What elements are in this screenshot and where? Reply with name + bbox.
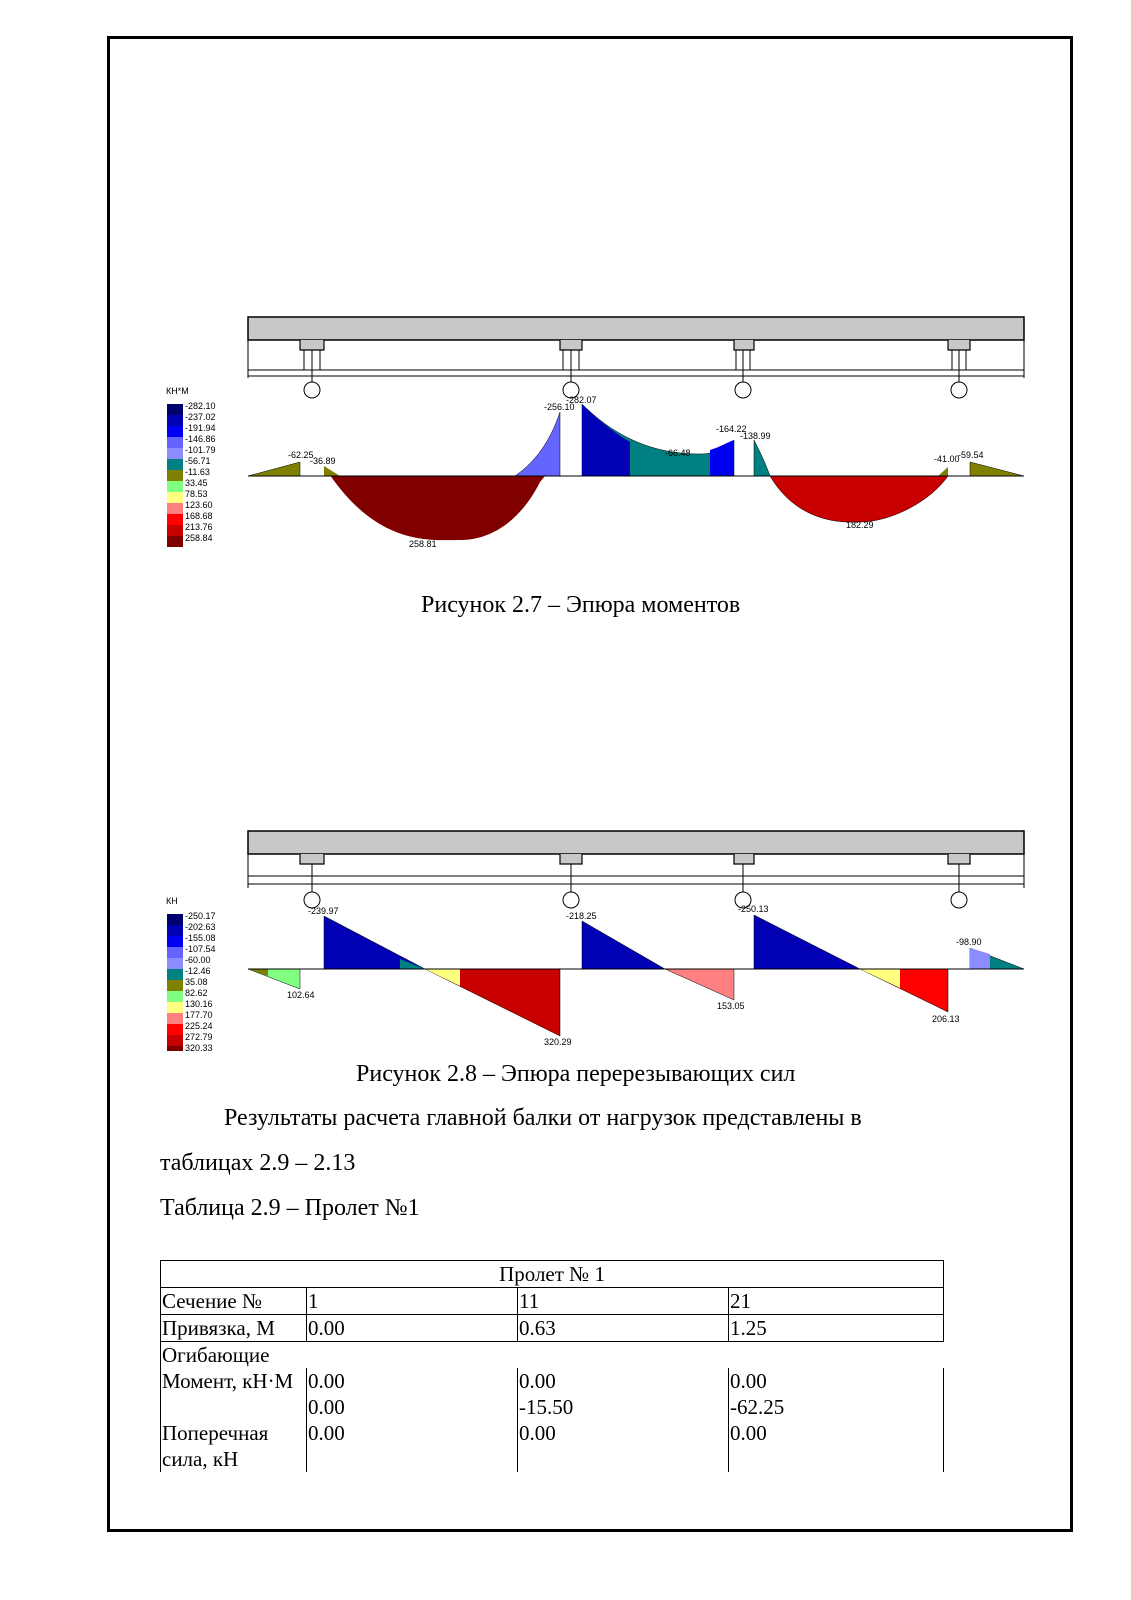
table-row — [161, 1446, 944, 1472]
legend-swatch — [167, 404, 183, 415]
legend-value: -202.63 — [185, 922, 216, 932]
table-cell: 1 — [307, 1288, 518, 1315]
legend-swatch — [167, 503, 183, 514]
table-row — [161, 1420, 944, 1446]
shear-label: -239.97 — [308, 906, 339, 916]
legend-swatch — [167, 1035, 183, 1046]
table-cell: 0.00 — [518, 1420, 729, 1446]
beam-scheme — [248, 831, 1024, 908]
shear-label-2: сила, кН — [161, 1446, 307, 1472]
legend-swatch — [167, 925, 183, 936]
legend-swatch — [167, 514, 183, 525]
moment-span1-positive — [324, 466, 545, 540]
legend-value: 35.08 — [185, 977, 208, 987]
shear-cantilever-left — [248, 969, 300, 989]
legend-value: -282.10 — [185, 401, 216, 411]
shear-label: -250.13 — [738, 904, 769, 914]
results-paragraph-line2: таблицах 2.9 – 2.13 — [160, 1150, 356, 1176]
legend-value: -101.79 — [185, 445, 216, 455]
shear-diagram-figure — [160, 826, 1040, 1051]
shear-label: 102.64 — [287, 990, 315, 1000]
legend-swatch — [167, 426, 183, 437]
legend-value: 168.68 — [185, 511, 213, 521]
legend-swatch — [167, 1013, 183, 1024]
legend-value: -237.02 — [185, 412, 216, 422]
legend-value: 320.33 — [185, 1043, 213, 1051]
legend-swatch — [167, 492, 183, 503]
shear-figure-caption: Рисунок 2.8 – Эпюра перерезывающих сил — [356, 1061, 796, 1087]
moment-label: -282.07 — [566, 395, 597, 405]
table-cell: 0.63 — [518, 1315, 729, 1342]
moment-span3-positive — [770, 476, 948, 522]
legend-swatch — [167, 1046, 183, 1051]
legend-swatch — [167, 980, 183, 991]
moment-figure-caption: Рисунок 2.7 – Эпюра моментов — [421, 592, 741, 618]
legend-swatch — [167, 1024, 183, 1035]
span-table — [160, 1260, 944, 1472]
moment-legend-unit: КН*М — [166, 386, 189, 396]
legend-value: 78.53 — [185, 489, 208, 499]
shear-label: 206.13 — [932, 1014, 960, 1024]
table-cell: 0.00 — [518, 1368, 729, 1394]
shear-span2-negative — [582, 921, 665, 969]
table-title: Таблица 2.9 – Пролет №1 — [160, 1195, 420, 1221]
moment-label: -66.48 — [665, 448, 691, 458]
moment-label: -138.99 — [740, 431, 771, 441]
legend-swatch — [167, 481, 183, 492]
legend-swatch — [167, 936, 183, 947]
legend-value: 82.62 — [185, 988, 208, 998]
legend-value: -107.54 — [185, 944, 216, 954]
shear-diagram — [160, 826, 1040, 1051]
legend-value: 123.60 — [185, 500, 213, 510]
legend-swatch — [167, 448, 183, 459]
shear-span1-positive — [425, 969, 560, 1036]
moment-label: 182.29 — [846, 520, 874, 530]
legend-swatch — [167, 459, 183, 470]
shear-label: 153.05 — [717, 1001, 745, 1011]
moment-label: Момент, кН·М — [161, 1368, 307, 1394]
shear-label-1: Поперечная — [161, 1420, 307, 1446]
moment-label: -36.89 — [310, 456, 336, 466]
shear-label: -218.25 — [566, 911, 597, 921]
legend-swatch — [167, 470, 183, 481]
legend-value: -60.00 — [185, 955, 211, 965]
moment-diagram-figure — [160, 312, 1040, 552]
moment-label: -41.00 — [934, 454, 960, 464]
moment-diagram — [160, 312, 1040, 552]
legend-swatch — [167, 536, 183, 547]
table-row — [161, 1394, 944, 1420]
beam-scheme — [248, 317, 1024, 398]
moment-cantilever-left — [248, 462, 300, 476]
moment-cantilever-right — [970, 462, 1024, 476]
table-cell: -62.25 — [729, 1394, 944, 1420]
legend-value: 213.76 — [185, 522, 213, 532]
table-row — [161, 1288, 944, 1315]
moment-label: -62.25 — [288, 450, 314, 460]
table-cell: 0.00 — [307, 1315, 518, 1342]
legend-value: 272.79 — [185, 1032, 213, 1042]
envelopes-label: Огибающие — [161, 1342, 944, 1369]
results-paragraph-line1: Результаты расчета главной балки от нагрузок представлены в — [224, 1105, 862, 1131]
table-row — [161, 1368, 944, 1394]
legend-swatch — [167, 437, 183, 448]
shear-label: -98.90 — [956, 937, 982, 947]
section-label: Сечение № — [161, 1288, 307, 1315]
legend-swatch — [167, 415, 183, 426]
legend-value: 225.24 — [185, 1021, 213, 1031]
table-cell: 1.25 — [729, 1315, 944, 1342]
legend-swatch — [167, 525, 183, 536]
moment-label: -164.22 — [716, 424, 747, 434]
table-row — [161, 1315, 944, 1342]
legend-swatch — [167, 958, 183, 969]
legend-value: 177.70 — [185, 1010, 213, 1020]
table-cell: 21 — [729, 1288, 944, 1315]
moment-label: -256.10 — [544, 402, 575, 412]
table-cell: 0.00 — [307, 1394, 518, 1420]
table-row — [161, 1342, 944, 1369]
legend-swatch — [167, 947, 183, 958]
table-header: Пролет № 1 — [161, 1261, 944, 1288]
legend-value: 130.16 — [185, 999, 213, 1009]
moment-label: 258.81 — [409, 539, 437, 549]
shear-span3-positive — [860, 969, 948, 1012]
legend-value: 33.45 — [185, 478, 208, 488]
legend-swatch — [167, 1002, 183, 1013]
table-cell: 0.00 — [307, 1368, 518, 1394]
shear-span1-negative — [324, 916, 425, 969]
legend-value: -11.63 — [185, 467, 210, 477]
legend-swatch — [167, 991, 183, 1002]
shear-legend-unit: КН — [166, 896, 178, 906]
table-cell: 0.00 — [307, 1420, 518, 1446]
legend-swatch — [167, 969, 183, 980]
table-cell: 11 — [518, 1288, 729, 1315]
shear-label: 320.29 — [544, 1037, 572, 1047]
moment-legend — [166, 386, 216, 547]
binding-label: Привязка, М — [161, 1315, 307, 1342]
legend-value: -250.17 — [185, 911, 216, 921]
shear-plot — [248, 915, 1024, 1036]
legend-value: -56.71 — [185, 456, 211, 466]
legend-value: -191.94 — [185, 423, 216, 433]
table-cell: 0.00 — [729, 1420, 944, 1446]
table-cell: 0.00 — [729, 1368, 944, 1394]
legend-swatch — [167, 914, 183, 925]
table-header-row — [161, 1261, 944, 1288]
moment-plot — [248, 404, 1024, 547]
legend-value: -12.46 — [185, 966, 211, 976]
legend-value: -155.08 — [185, 933, 216, 943]
moment-label: -59.54 — [958, 450, 984, 460]
shear-span3-negative — [754, 915, 860, 969]
shear-legend — [166, 896, 216, 1051]
legend-value: -146.86 — [185, 434, 216, 444]
table-cell: -15.50 — [518, 1394, 729, 1420]
legend-value: 258.84 — [185, 533, 213, 543]
shear-span2-positive — [665, 969, 734, 1000]
